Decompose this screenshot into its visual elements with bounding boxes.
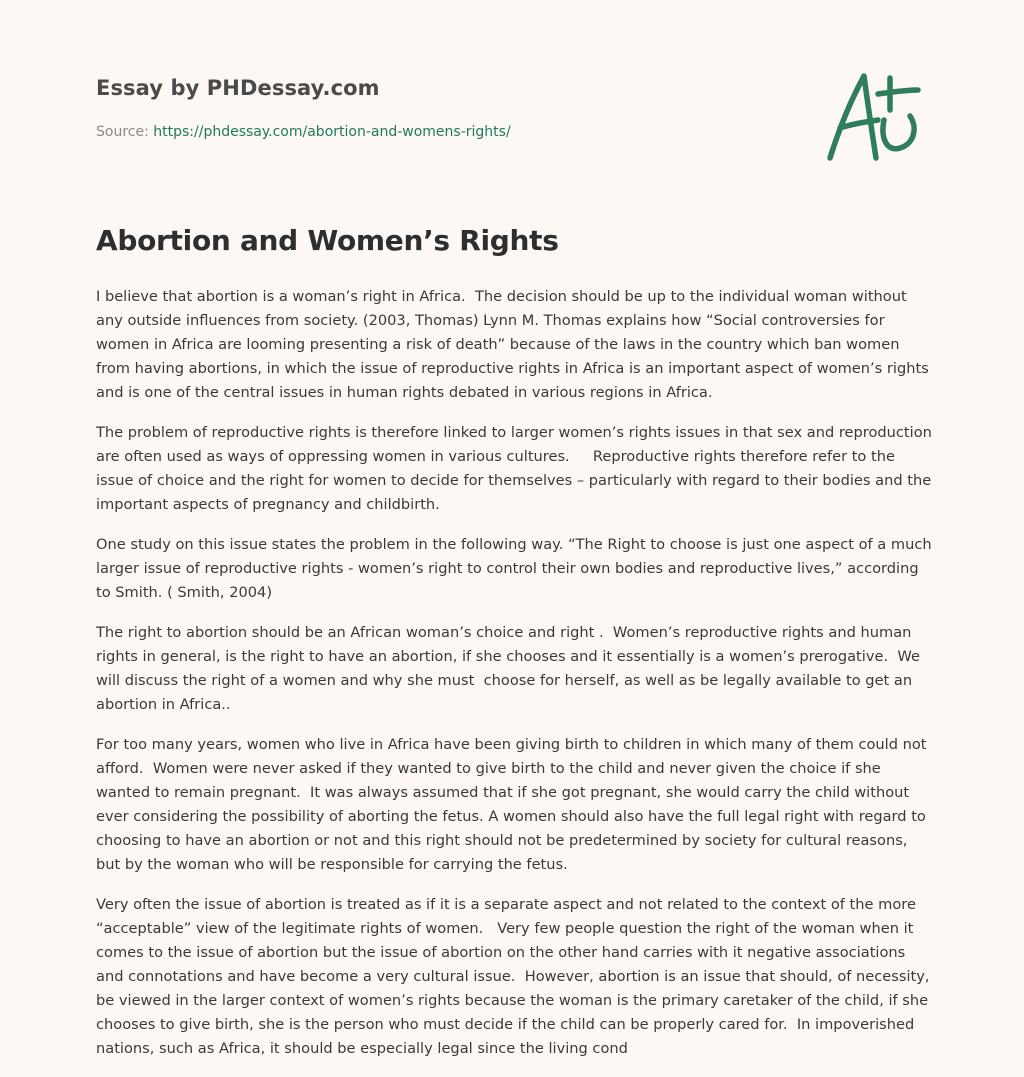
source-link[interactable]: https://phdessay.com/abortion-and-womens-rights/: [153, 124, 511, 140]
essay-paragraph: For too many years, women who live in Africa have been giving birth to children in which many of them could not afford. Women were never asked if they wanted to give birth to the child and never given the choice if she wanted to remain pregnant. It was always assumed that if she got pregnant, she would carry the child without ever considering the possibility of aborting the fetus. A women should also have the full legal right with regard to choosing to have an abortion or not and this right should not be predetermined by society for cultural reasons, but by the woman who will be responsible for carrying the fetus.: [96, 736, 932, 873]
essay-paragraph: The right to abortion should be an African woman’s choice and right . Women’s reproductive rights and human rights in general, is the right to have an abortion, if she chooses and it essentially is a women’s prerogative. We will discuss the right of a women and why she must choose for herself, as well as be legally available to get an abortion in Africa..: [96, 624, 925, 713]
header-brand: Essay by PHDessay.com: [96, 76, 380, 100]
a-plus-logo: [818, 66, 928, 166]
essay-paragraph: The problem of reproductive rights is therefore linked to larger women’s rights issues in that sex and reproduction are often used as ways of oppressing women in various cultures. Reproductive rights therefore refer to the issue of choice and the right for women to decide for themselves – particularly with regard to their bodies and the important aspects of pregnancy and childbirth.: [96, 424, 937, 513]
essay-title: Abortion and Women’s Rights: [96, 224, 559, 257]
essay-paragraph: I believe that abortion is a woman’s right in Africa. The decision should be up to the individual woman without any outside influences from society. (2003, Thomas) Lynn M. Thomas explains how “Social controversies for women in Africa are looming presenting a risk of death” because of the laws in the country which ban women from having abortions, in which the issue of reproductive rights in Africa is an important aspect of women’s rights and is one of the central issues in human rights debated in various regions in Africa.: [96, 288, 934, 401]
essay-paragraph: One study on this issue states the problem in the following way. “The Right to choose is just one aspect of a much larger issue of reproductive rights - women’s right to control their own bodies and reproductive lives,” according to Smith. ( Smith, 2004): [96, 536, 937, 601]
essay-body: [96, 285, 937, 1077]
source-label: Source:: [96, 124, 154, 140]
essay-paragraph: Very often the issue of abortion is treated as if it is a separate aspect and not related to the context of the more “acceptable” view of the legitimate rights of women. Very few people question the right of the woman when it comes to the issue of abortion but the issue of abortion on the other hand carries with it negative associations and connotations and have become a very cultural issue. However, abortion is an issue that should, of necessity, be viewed in the larger context of women’s rights because the woman is the primary caretaker of the child, if she chooses to give birth, she is the person who must decide if the child can be properly cared for. In impoverished nations, such as Africa, it should be especially legal since the living cond: [96, 896, 935, 1057]
source-line: [96, 124, 511, 140]
